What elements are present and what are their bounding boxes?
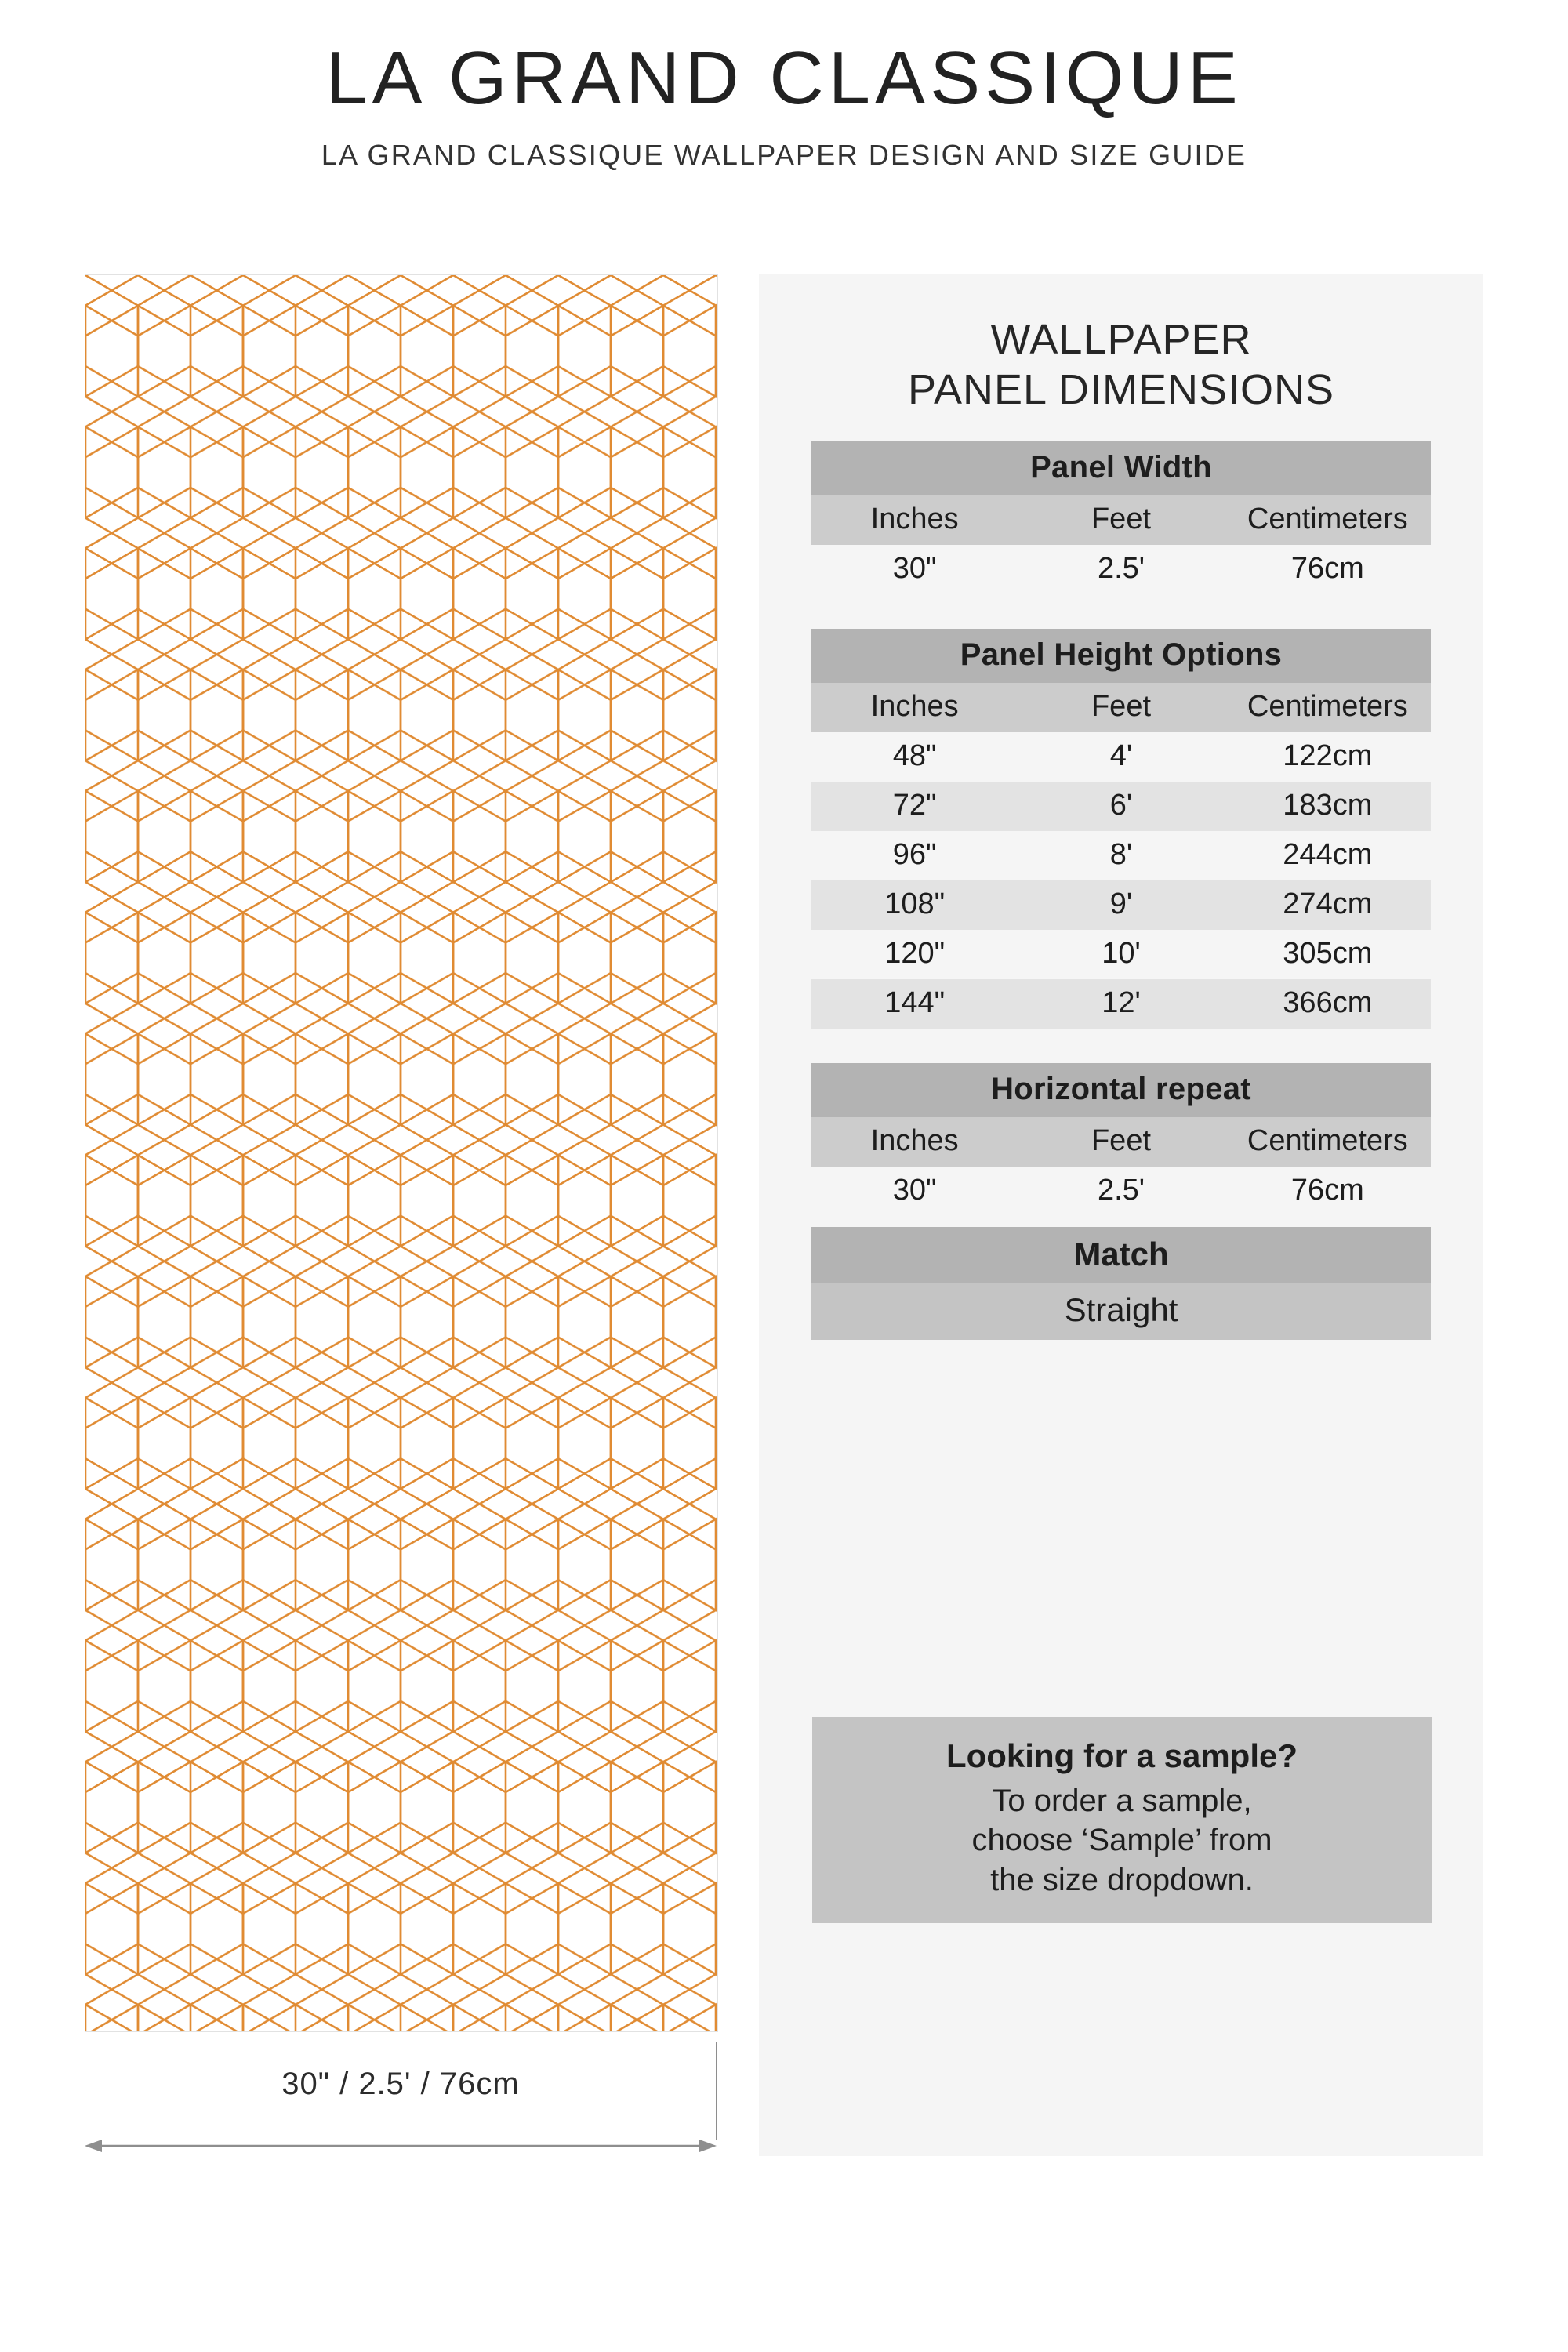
sample-info-box — [812, 1717, 1432, 1923]
column-header-centimeters: Centimeters — [1225, 1117, 1431, 1167]
column-header-inches: Inches — [811, 1117, 1018, 1167]
spacer — [811, 594, 1431, 629]
cell-feet: 10' — [1018, 930, 1224, 979]
double-arrow-icon — [85, 2137, 717, 2154]
horizontal-repeat-heading: Horizontal repeat — [811, 1063, 1431, 1117]
column-header-feet: Feet — [1018, 1117, 1224, 1167]
sample-box-line-3: the size dropdown. — [990, 1862, 1254, 1897]
cell-centimeters: 244cm — [1225, 831, 1431, 880]
match-table — [811, 1227, 1431, 1340]
cell-feet: 2.5' — [1018, 545, 1224, 594]
cell-centimeters: 274cm — [1225, 880, 1431, 930]
table-heading-row — [811, 1227, 1431, 1283]
table-row — [811, 782, 1431, 831]
cell-inches: 108" — [811, 880, 1018, 930]
spacer — [811, 1029, 1431, 1063]
page-title: LA GRAND CLASSIQUE — [325, 36, 1243, 120]
width-measurement — [85, 2037, 717, 2162]
cell-centimeters: 183cm — [1225, 782, 1431, 831]
table-row — [811, 1167, 1431, 1216]
spec-panel-title — [759, 274, 1483, 415]
cube-pattern-svg — [85, 275, 717, 2031]
cell-centimeters: 366cm — [1225, 979, 1431, 1029]
cell-feet: 9' — [1018, 880, 1224, 930]
spec-title-line-2: PANEL DIMENSIONS — [907, 365, 1335, 413]
sample-box-title: Looking for a sample? — [946, 1737, 1298, 1774]
column-header-feet: Feet — [1018, 495, 1224, 545]
cell-centimeters: 122cm — [1225, 732, 1431, 782]
cell-feet: 8' — [1018, 831, 1224, 880]
column-header-centimeters: Centimeters — [1225, 683, 1431, 732]
table-row — [811, 1283, 1431, 1340]
sample-box-line-2: choose ‘Sample’ from — [971, 1823, 1272, 1858]
measure-tick-right — [716, 2042, 717, 2140]
cell-inches: 30" — [811, 1167, 1018, 1216]
table-row — [811, 979, 1431, 1029]
table-column-header-row — [811, 495, 1431, 545]
sample-box-line-1: To order a sample, — [992, 1784, 1252, 1818]
table-row — [811, 831, 1431, 880]
table-heading-row — [811, 1063, 1431, 1117]
cell-inches: 72" — [811, 782, 1018, 831]
column-header-centimeters: Centimeters — [1225, 495, 1431, 545]
cell-feet: 4' — [1018, 732, 1224, 782]
spec-tables — [811, 415, 1431, 1340]
horizontal-repeat-table — [811, 1063, 1431, 1216]
spacer — [811, 1216, 1431, 1227]
table-column-header-row — [811, 683, 1431, 732]
cell-inches: 48" — [811, 732, 1018, 782]
column-header-feet: Feet — [1018, 683, 1224, 732]
main-content — [0, 267, 1568, 2211]
table-row — [811, 732, 1431, 782]
table-heading-row — [811, 629, 1431, 683]
cell-inches: 30" — [811, 545, 1018, 594]
cell-centimeters: 76cm — [1225, 1167, 1431, 1216]
wallpaper-swatch-section — [85, 274, 717, 2162]
table-row — [811, 930, 1431, 979]
cell-feet: 6' — [1018, 782, 1224, 831]
cell-inches: 120" — [811, 930, 1018, 979]
cell-centimeters: 305cm — [1225, 930, 1431, 979]
table-row — [811, 880, 1431, 930]
panel-height-heading: Panel Height Options — [811, 629, 1431, 683]
cell-inches: 144" — [811, 979, 1018, 1029]
column-header-inches: Inches — [811, 683, 1018, 732]
match-value: Straight — [811, 1283, 1431, 1340]
spec-title-line-1: WALLPAPER — [990, 316, 1252, 363]
table-column-header-row — [811, 1117, 1431, 1167]
wallpaper-pattern-preview — [85, 274, 718, 2032]
cell-feet: 2.5' — [1018, 1167, 1224, 1216]
column-header-inches: Inches — [811, 495, 1018, 545]
panel-width-table — [811, 441, 1431, 594]
cell-inches: 96" — [811, 831, 1018, 880]
page-header — [0, 0, 1568, 172]
page-subtitle: LA GRAND CLASSIQUE WALLPAPER DESIGN AND SIZE GUIDE — [321, 138, 1247, 171]
cell-centimeters: 76cm — [1225, 545, 1431, 594]
match-heading: Match — [811, 1227, 1431, 1283]
table-row — [811, 545, 1431, 594]
panel-width-heading: Panel Width — [811, 441, 1431, 495]
cell-feet: 12' — [1018, 979, 1224, 1029]
panel-width-caption: 30" / 2.5' / 76cm — [281, 2067, 520, 2101]
panel-height-table — [811, 629, 1431, 1029]
table-heading-row — [811, 441, 1431, 495]
specification-panel — [759, 274, 1483, 2156]
